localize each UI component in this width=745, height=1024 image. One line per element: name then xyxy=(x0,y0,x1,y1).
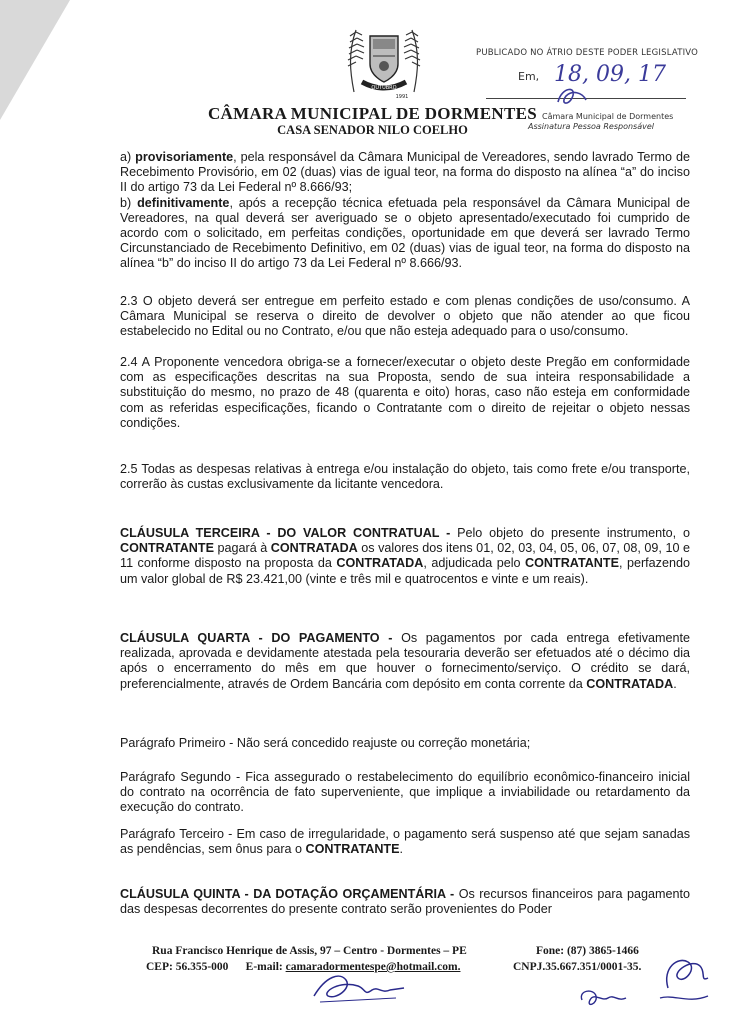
paragraph-2-5: 2.5 Todas as despesas relativas à entrega e/ou instalação do objeto, tais como frete e/ou transporte, correrão às custas exclusivamente da licitante vencedora. xyxy=(120,462,690,492)
stamp-date: 18, 09, 17 xyxy=(554,62,666,87)
stamp-heading: PUBLICADO NO ÁTRIO DESTE PODER LEGISLATIVO xyxy=(476,48,699,58)
page-title: CÂMARA MUNICIPAL DE DORMENTES xyxy=(207,104,538,123)
clause-fourth-title: CLÁUSULA QUARTA - DO PAGAMENTO - xyxy=(120,631,393,645)
signature-left xyxy=(306,966,416,1010)
page-subtitle: CASA SENADOR NILO COELHO xyxy=(277,123,468,137)
paragraph-second: Parágrafo Segundo - Fica assegurado o restabelecimento do equilíbrio econômico-financeiro inicial do contrato na ocorrência de fato superveniente, que implique a inviabilidade ou retardamento da execução do contrato. xyxy=(120,770,690,815)
paragraph-third: Parágrafo Terceiro - Em caso de irregularidade, o pagamento será suspenso até que sejam sanadas as pendências, sem ônus para o CONTRATANTE. xyxy=(120,827,690,857)
paragraph-first: Parágrafo Primeiro - Não será concedido reajuste ou correção monetária; xyxy=(120,736,531,750)
item-a: a) provisoriamente, pela responsável da Câmara Municipal de Vereadores, sendo lavrado Termo de Recebimento Provisório, em 02 (duas) vias de igual teor, na forma do disposto na alínea “a” do inciso II do artigo 73 da Lei Federal nº 8.666/93; b) definitivamente, após a recepção técnica efetuada pela responsável da Câmara Municipal de Vereadores, na qual deverá ser averiguado se o objeto apresentado/executado foi cumprido de acordo com o solicitado, em perfeitas condições, oportunidade em que deverá ser lavrado Termo Circunstanciado de Recebimento Definitivo, em 02 (duas) vias de igual teor, na forma do disposto na alínea “b” do inciso II do artigo 73 da Lei Federal nº 8.666/93. xyxy=(120,150,691,271)
signature-middle xyxy=(574,984,638,1014)
footer-address: Rua Francisco Henrique de Assis, 97 – Centro - Dormentes – PE xyxy=(152,945,467,957)
footer-email: camaradormentespe@hotmail.com. xyxy=(285,961,461,973)
clause-fifth: CLÁUSULA QUINTA - DA DOTAÇÃO ORÇAMENTÁRIA - Os recursos financeiros para pagamento das despesas decorrentes do presente contrato serão provenientes do Poder xyxy=(120,887,690,917)
footer-cep: CEP: 56.355-000 xyxy=(146,961,229,973)
signature-right xyxy=(648,948,724,1010)
paragraph-2-4: 2.4 A Proponente vencedora obriga-se a fornecer/executar o objeto deste Pregão em conformidade com as especificações descritas na sua Proposta, sendo de sua inteira responsabilidade a substituição do mesmo, no prazo de 48 (quarenta e oito) horas, caso não esteja em conformidade com as referidas especificações, ficando o Contratante com o direito de rejeitar o objeto nessas condições. xyxy=(120,355,690,430)
footer-email-label: E-mail: xyxy=(245,961,283,973)
crest-label: OUTUBRO xyxy=(371,85,397,91)
clause-third-title: CLÁUSULA TERCEIRA - DO VALOR CONTRATUAL - xyxy=(120,526,451,540)
folded-corner xyxy=(0,0,70,120)
footer-phone: Fone: (87) 3865-1466 xyxy=(536,945,639,957)
clause-third: CLÁUSULA TERCEIRA - DO VALOR CONTRATUAL - Pelo objeto do presente instrumento, o CONTRATANTE pagará à CONTRATADA os valores dos itens 01, 02, 03, 04, 05, 06, 07, 08, 09, 10 e 11 conforme disposto na proposta da CONTRATADA, adjudicada pelo CONTRATANTE, perfazendo um valor global de R$ 23.421,00 (vinte e três mil e quatrocentos e vinte e um reais). xyxy=(120,526,690,586)
crest-year: 1991 xyxy=(395,94,409,100)
stamp-em-label: Em, xyxy=(518,70,540,83)
clause-fifth-title: CLÁUSULA QUINTA - DA DOTAÇÃO ORÇAMENTÁRIA - xyxy=(120,887,455,901)
clause-fourth: CLÁUSULA QUARTA - DO PAGAMENTO - Os pagamentos por cada entrega efetivamente realizada, aprovada e devidamente atestada pela tesouraria deverão ser efetuados até o décimo dia após o encerramento do mês em que houver o fornecimento/serviço. O crédito se dará, preferencialmente, através de Ordem Bancária com depósito em conta corrente da CONTRATADA. xyxy=(120,631,691,691)
stamp-signature-label: Assinatura Pessoa Responsável xyxy=(528,122,655,131)
publication-stamp xyxy=(476,48,726,131)
stamp-signature xyxy=(552,82,592,112)
paragraph-2-3: 2.3 O objeto deverá ser entregue em perfeito estado e com plenas condições de uso/consumo. A Câmara Municipal se reserva o direito de devolver o objeto que não atender ao que ficou estabelecido no Edital ou no Contrato, e/ou que não esteja adequado para o uso/consumo. xyxy=(120,294,690,339)
footer-cnpj: CNPJ.35.667.351/0001-35. xyxy=(513,961,642,973)
stamp-institution: Câmara Municipal de Dormentes xyxy=(542,112,674,121)
coat-of-arms-icon xyxy=(340,22,428,104)
